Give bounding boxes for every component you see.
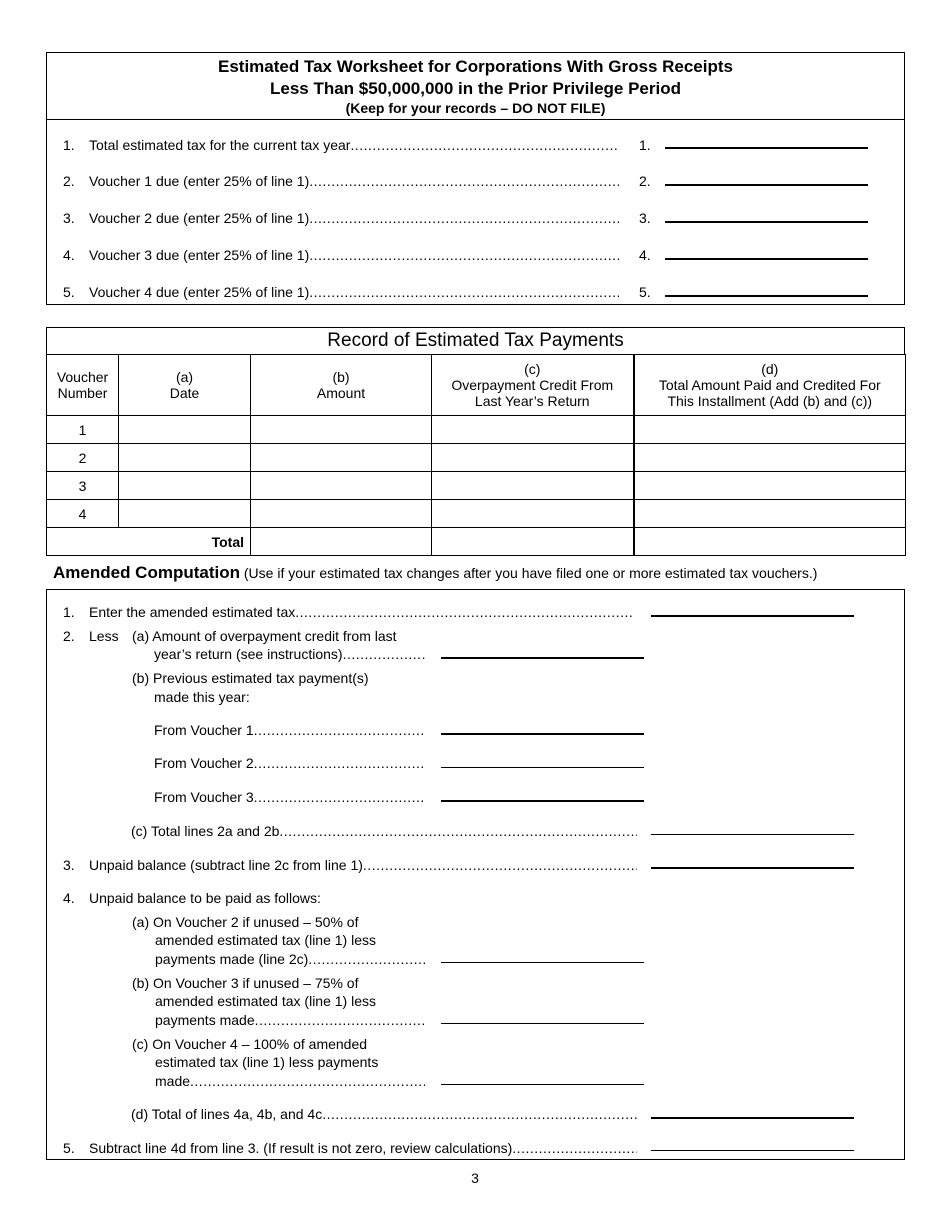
voucher-4-unpaid-field[interactable] [441,1084,644,1085]
line-4a-row: payments made (line 2c) ..... [155,951,425,967]
line-2a-row: year’s return (see instructions) ..... [154,646,425,662]
amount-cell[interactable] [251,472,432,500]
total-2c-field[interactable] [651,834,854,835]
line-2b-label: (b) Previous estimated tax payment(s) [132,670,369,686]
voucher-number: 1 [47,416,119,444]
voucher-1-field[interactable] [441,733,644,735]
col-voucher-header: Voucher Number [47,355,119,416]
total-4-field[interactable] [651,1117,854,1119]
line-number: 1. [63,604,75,620]
line-4c-label-2: estimated tax (line 1) less payments [155,1054,379,1070]
col-date-header: (a) Date [119,355,251,416]
line-ref: 1. [639,137,651,153]
amended-line-5: Subtract line 4d from line 3. (If result is not zero, review calculations) ..... [89,1140,637,1156]
amended-estimated-tax-field[interactable] [651,615,854,617]
worksheet-title-2: Less Than $50,000,000 in the Prior Privilege Period [269,79,681,98]
line-number: 3. [63,210,75,226]
amount-cell[interactable] [251,500,432,528]
worksheet-divider [46,119,905,120]
total-label: Total [47,528,251,556]
col-total-header: (d) Total Amount Paid and Credited For This Installment (Add (b) and (c)) [634,355,906,416]
amount-field[interactable] [665,184,868,186]
line-4c-label-1: (c) On Voucher 4 – 100% of amended [132,1036,368,1052]
overpayment-cell[interactable] [432,444,634,472]
line-number: 2. [63,173,75,189]
voucher-2-field[interactable] [441,767,644,768]
date-cell[interactable] [119,500,251,528]
grand-total-cell[interactable] [634,528,906,556]
difference-field[interactable] [651,1150,854,1151]
line-label: Total estimated tax for the current tax year [89,137,351,153]
col-overpayment-header: (c) Overpayment Credit From Last Year’s Return [432,355,634,416]
line-number: 5. [63,1140,75,1156]
voucher-number: 4 [47,500,119,528]
line-label: Voucher 3 due (enter 25% of line 1) [89,247,310,263]
date-cell[interactable] [119,416,251,444]
line-label: Voucher 4 due (enter 25% of line 1) [89,284,310,300]
date-cell[interactable] [119,444,251,472]
overpayment-cell[interactable] [432,416,634,444]
voucher-number: 3 [47,472,119,500]
amended-line-3: Unpaid balance (subtract line 2c from line 1) ..... [89,857,637,873]
unpaid-balance-field[interactable] [651,867,854,869]
col-amount-header: (b) Amount [251,355,432,416]
worksheet-title-1: Estimated Tax Worksheet for Corporations With Gross Receipts [218,57,733,76]
table-row [47,444,906,472]
line-4c-row: made ..... [155,1073,425,1089]
amended-line-1: Enter the amended estimated tax ..... [89,604,632,620]
line-label: Voucher 2 due (enter 25% of line 1) [89,210,310,226]
overpayment-credit-field[interactable] [441,657,644,659]
overpayment-cell[interactable] [432,472,634,500]
amount-cell[interactable] [251,444,432,472]
less-label: Less [89,628,119,644]
amount-total-cell[interactable] [251,528,432,556]
line-4b-label-2: amended estimated tax (line 1) less [155,993,376,1009]
line-2c-row: (c) Total lines 2a and 2b ..... [131,823,637,839]
line-4a-label-1: (a) On Voucher 2 if unused – 50% of [132,914,359,930]
amended-note: (Use if your estimated tax changes after you have filed one or more estimated tax vouchers.) [243,565,818,581]
line-number: 1. [63,137,75,153]
line-2a-label: (a) Amount of overpayment credit from last [132,628,397,644]
line-number: 4. [63,890,75,906]
line-ref: 5. [639,284,651,300]
table-total-row [47,528,906,556]
voucher-3-unpaid-field[interactable] [441,1023,644,1024]
line-4a-label-2: amended estimated tax (line 1) less [155,932,376,948]
line-number: 2. [63,628,75,644]
voucher-number: 2 [47,444,119,472]
line-number: 5. [63,284,75,300]
line-ref: 2. [639,173,651,189]
line-label: Voucher 1 due (enter 25% of line 1) [89,173,310,189]
voucher-1-row: From Voucher 1 ..... [154,722,425,738]
table-header-row [47,355,906,416]
table-row [47,472,906,500]
amended-heading: Amended Computation [53,563,240,582]
line-4b-label-1: (b) On Voucher 3 if unused – 75% of [132,975,359,991]
line-ref: 3. [639,210,651,226]
total-cell[interactable] [634,444,906,472]
line-4-label: Unpaid balance to be paid as follows: [89,890,321,906]
table-row [47,500,906,528]
amount-cell[interactable] [251,416,432,444]
record-title: Record of Estimated Tax Payments [327,330,624,351]
overpayment-total-cell[interactable] [432,528,634,556]
line-4b-row: payments made ..... [155,1012,425,1028]
amount-field[interactable] [665,221,868,223]
line-ref: 4. [639,247,651,263]
voucher-2-row: From Voucher 2 ..... [154,755,425,771]
amount-field[interactable] [665,147,868,149]
amount-field[interactable] [665,295,868,297]
overpayment-cell[interactable] [432,500,634,528]
voucher-3-row: From Voucher 3 ..... [154,789,425,805]
page-number: 3 [471,1170,479,1186]
line-number: 3. [63,857,75,873]
line-2b-label-cont: made this year: [154,689,250,705]
amended-heading-row [53,563,817,583]
total-cell[interactable] [634,500,906,528]
total-cell[interactable] [634,416,906,444]
worksheet-subtitle: (Keep for your records – DO NOT FILE) [345,100,606,116]
line-4d-row: (d) Total of lines 4a, 4b, and 4c ..... [131,1106,637,1122]
line-number: 4. [63,247,75,263]
voucher-2-unpaid-field[interactable] [441,962,644,963]
total-cell[interactable] [634,472,906,500]
payments-table [46,354,906,556]
amount-field[interactable] [665,258,868,260]
voucher-3-field[interactable] [441,800,644,802]
table-row [47,416,906,444]
date-cell[interactable] [119,472,251,500]
